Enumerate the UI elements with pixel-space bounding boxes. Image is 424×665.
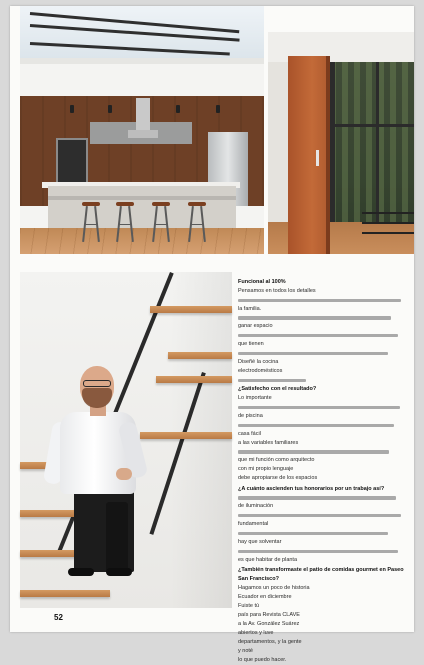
paragraph-fragment: debe apropiarse de los espacios (238, 475, 318, 482)
article-text (238, 276, 408, 663)
paragraph-fragment: abiertos y luve (238, 629, 274, 636)
spot-light (176, 105, 180, 113)
stair-step (20, 590, 110, 597)
railing (362, 222, 414, 224)
window-transom (330, 124, 414, 127)
bar-stool (152, 202, 170, 242)
spot-light (70, 105, 74, 113)
paragraph-fragment: casa fácil (238, 430, 261, 437)
paragraph-fragment: es que habitar de planta (238, 556, 298, 563)
paragraph-fragment: Hagamos un poco de historia (238, 585, 310, 592)
stair-step (156, 376, 232, 383)
kitchen-island (48, 186, 236, 228)
person-shoe (68, 568, 94, 576)
paragraph-fragment: Diseñé la cocina (238, 359, 279, 366)
stair-step (150, 306, 232, 313)
stair-step (168, 352, 232, 359)
doorway-photo (268, 32, 414, 254)
paragraph-fragment: de iluminación (238, 503, 274, 510)
bar-stool (82, 202, 100, 242)
paragraph-fragment: la familia. (238, 305, 262, 312)
wall-oven (56, 138, 88, 186)
section-heading: ¿A cuánto ascienden tus honorarios por un trabajo así? (238, 485, 385, 492)
bar-stool (188, 202, 206, 242)
person-glasses (83, 380, 111, 387)
person-leg (106, 502, 128, 572)
bar-stool (116, 202, 134, 242)
railing (362, 212, 414, 214)
paragraph-fragment: Lo importante (238, 395, 272, 402)
wooden-door (288, 56, 328, 254)
paragraph-fragment: Ecuador en diciembre (238, 594, 292, 601)
paragraph-fragment: país para Revista CLAVE (238, 612, 300, 619)
ceiling (20, 58, 264, 64)
paragraph-fragment: y noté (238, 647, 253, 654)
door-handle (316, 150, 319, 166)
island-shadow (48, 196, 236, 200)
paragraph-fragment: que mi función como arquitecto (238, 457, 315, 464)
paragraph-fragment: que tienen (238, 341, 264, 348)
paragraph-fragment: de piscina (238, 412, 263, 419)
paragraph-fragment: lo que puedo hacer. (238, 656, 287, 663)
spot-light (108, 105, 112, 113)
page-number: 52 (54, 613, 63, 622)
paragraph-fragment: hay que solventar (238, 538, 282, 545)
paragraph-fragment: fundamental (238, 521, 269, 528)
paragraph-fragment: ganar espacio (238, 323, 273, 330)
magazine-page (10, 6, 414, 663)
door-edge (326, 56, 330, 254)
section-heading: ¿Satisfecho con el resultado? (238, 385, 317, 392)
section-heading: ¿También transformaste el patio de comidas gourmet en Paseo San Francisco? (238, 567, 404, 583)
paragraph-fragment: electrodomésticos (238, 367, 283, 374)
paragraph-fragment: a la Av. González Suárez (238, 621, 300, 628)
range-hood (136, 98, 150, 132)
paragraph-fragment: a las variables familiares (238, 439, 299, 446)
floor-planks (20, 228, 264, 254)
spot-light (216, 105, 220, 113)
person-beard (82, 388, 112, 408)
person-hand (116, 468, 132, 480)
paragraph-fragment: Pensamos en todos los detalles (238, 287, 316, 294)
portrait-photo (20, 272, 232, 608)
section-heading: Funcional al 100% (238, 278, 286, 285)
person-shoe (106, 568, 132, 576)
kitchen-photo (20, 6, 264, 254)
railing (362, 232, 414, 234)
range-hood-base (128, 130, 158, 138)
paragraph-fragment: Fuiste tú (238, 603, 260, 610)
stair-step (140, 432, 232, 439)
paragraph-fragment: con mi propio lenguaje (238, 466, 294, 473)
paragraph-fragment: departamentos, y la gente (238, 638, 302, 645)
